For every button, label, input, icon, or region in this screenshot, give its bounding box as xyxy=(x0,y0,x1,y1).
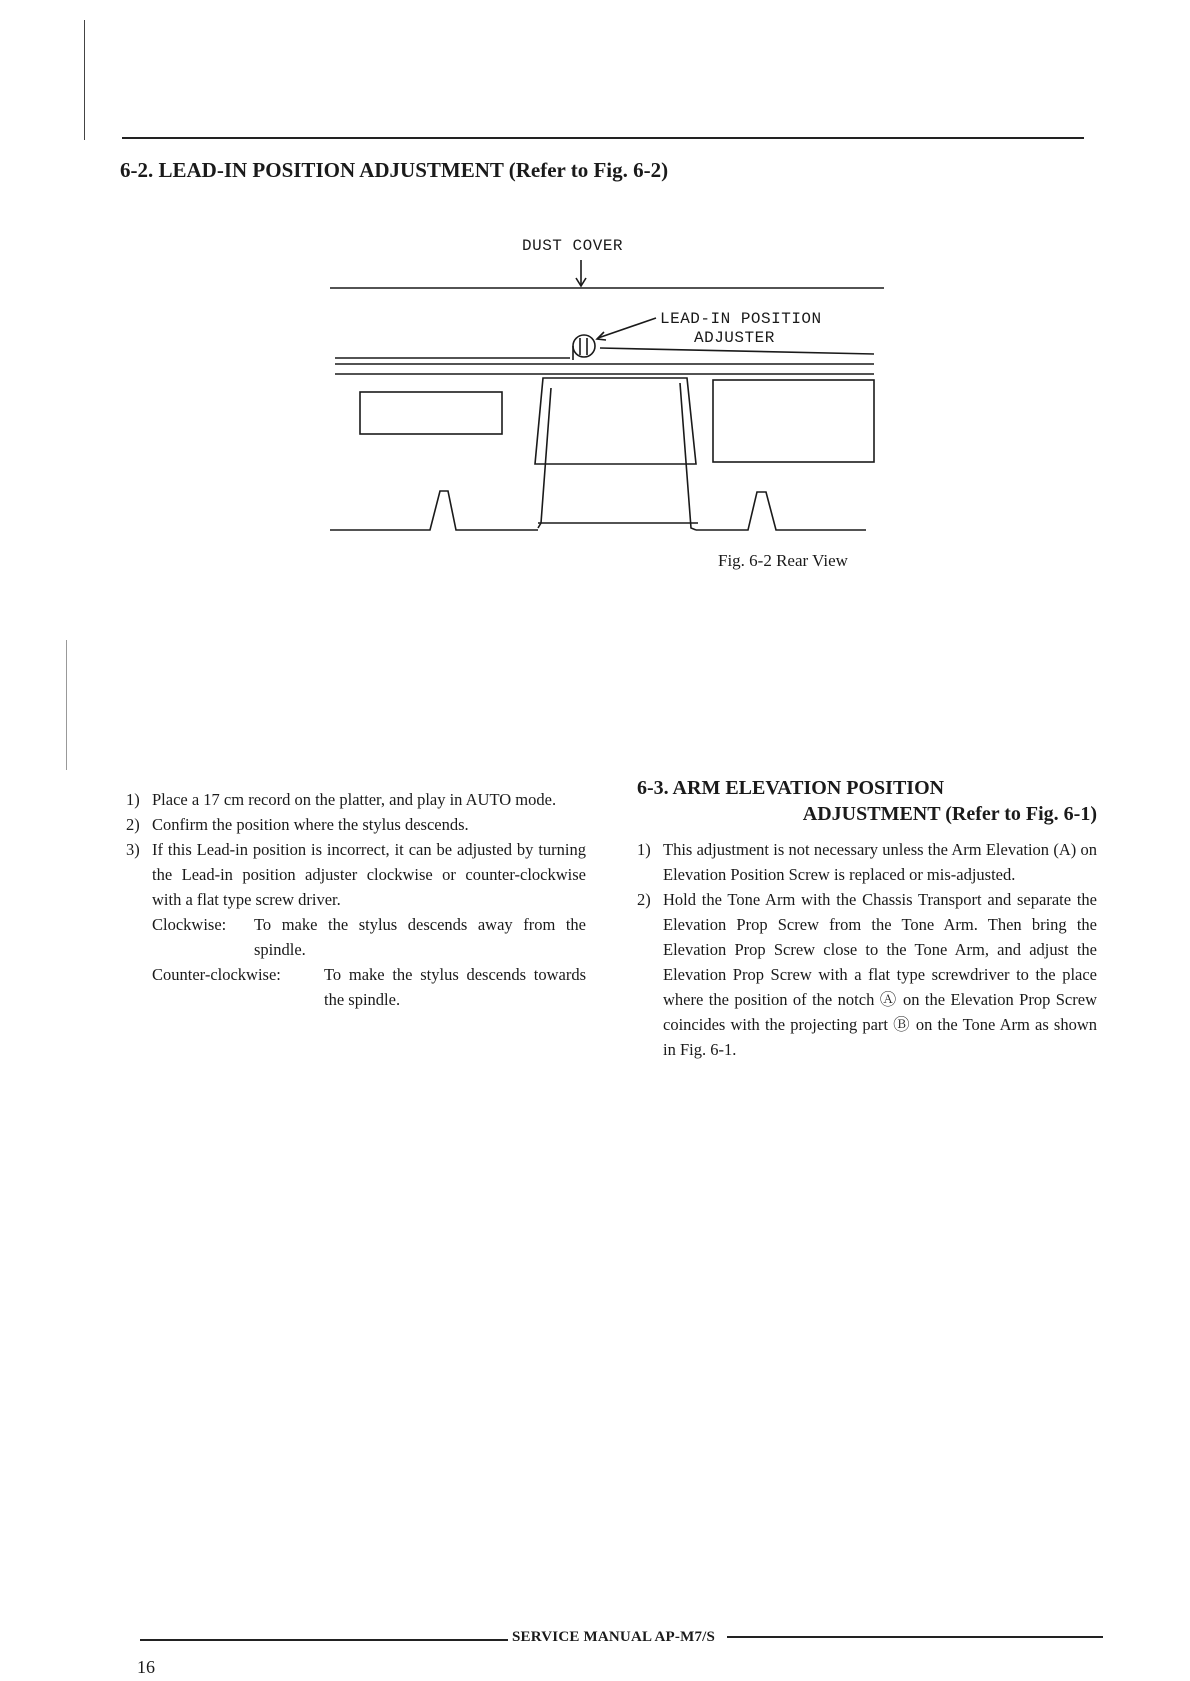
base-line-right xyxy=(696,492,866,530)
list-item xyxy=(126,787,586,812)
list-item xyxy=(126,837,586,1012)
top-plate-line xyxy=(600,348,874,354)
scan-edge-mark xyxy=(66,640,67,770)
item-text: This adjustment is not necessary unless the Arm Elevation (A) on Elevation Position Screw is replaced or mis-adjusted. xyxy=(663,840,1097,884)
counter-clockwise-term: Counter-clockwise: xyxy=(152,965,281,984)
clockwise-term: Clockwise: xyxy=(152,915,227,934)
scan-edge-mark xyxy=(84,20,85,140)
lead-in-adjuster-knob xyxy=(573,335,595,357)
item-number: 1) xyxy=(126,790,140,809)
item-text: Place a 17 cm record on the platter, and play in AUTO mode. xyxy=(152,790,557,809)
footer-rule-right xyxy=(727,1636,1103,1638)
list-item xyxy=(126,812,586,837)
center-trapezoid xyxy=(535,378,696,464)
label-adjuster-line2: ADJUSTER xyxy=(694,329,775,347)
figure-6-2-rear-view xyxy=(330,228,890,540)
section-6-3-title xyxy=(637,775,1097,827)
item-text: Hold the Tone Arm with the Chassis Transport and separate the Elevation Prop Screw from the Tone Arm. Then bring the Elevation Prop Screw close to the Tone Arm, and adjust the Elevation Prop Screw with a flat type screwdriver to the place where the position of the notch Ⓐ on the Elevation Prop Screw coincides with the projecting part Ⓑ on the Tone Arm as shown in Fig. 6-1. xyxy=(663,890,1097,1059)
footer-rule-left xyxy=(140,1639,508,1641)
page-number: 16 xyxy=(137,1657,155,1677)
list-item xyxy=(637,887,1097,1062)
item-number: 1) xyxy=(637,840,651,859)
counter-clockwise-definition xyxy=(152,962,586,1012)
section-6-2-title: 6-2. LEAD-IN POSITION ADJUSTMENT (Refer to Fig. 6-2) xyxy=(120,158,669,182)
right-panel xyxy=(713,380,874,462)
section-6-3-title-line1: 6-3. ARM ELEVATION POSITION xyxy=(637,777,945,799)
label-dust-cover: DUST COVER xyxy=(522,237,624,255)
item-number: 2) xyxy=(637,890,651,909)
item-text: Confirm the position where the stylus descends. xyxy=(152,815,469,834)
clockwise-definition xyxy=(152,912,586,962)
item-number: 2) xyxy=(126,815,140,834)
footer-manual-title: SERVICE MANUAL AP-M7/S xyxy=(512,1629,716,1645)
left-column xyxy=(126,787,586,1012)
center-trapezoid-side xyxy=(680,383,696,530)
figure-caption: Fig. 6-2 Rear View xyxy=(718,551,848,570)
right-column xyxy=(637,775,1097,1062)
item-text: If this Lead-in position is incorrect, it can be adjusted by turning the Lead-in position adjuster clockwise or counter-clockwise with a flat type screw driver. xyxy=(152,840,586,909)
list-item xyxy=(637,837,1097,887)
base-line-left xyxy=(330,491,538,530)
left-panel xyxy=(360,392,502,434)
item-number: 3) xyxy=(126,840,140,859)
header-rule xyxy=(122,137,1084,139)
adjuster-leader-line xyxy=(598,318,656,338)
label-adjuster-line1: LEAD-IN POSITION xyxy=(660,310,822,328)
counter-clockwise-text: To make the stylus descends towards the spindle. xyxy=(324,965,586,1009)
section-6-3-title-line2: ADJUSTMENT (Refer to Fig. 6-1) xyxy=(802,803,1097,825)
clockwise-text: To make the stylus descends away from the spindle. xyxy=(254,915,586,959)
